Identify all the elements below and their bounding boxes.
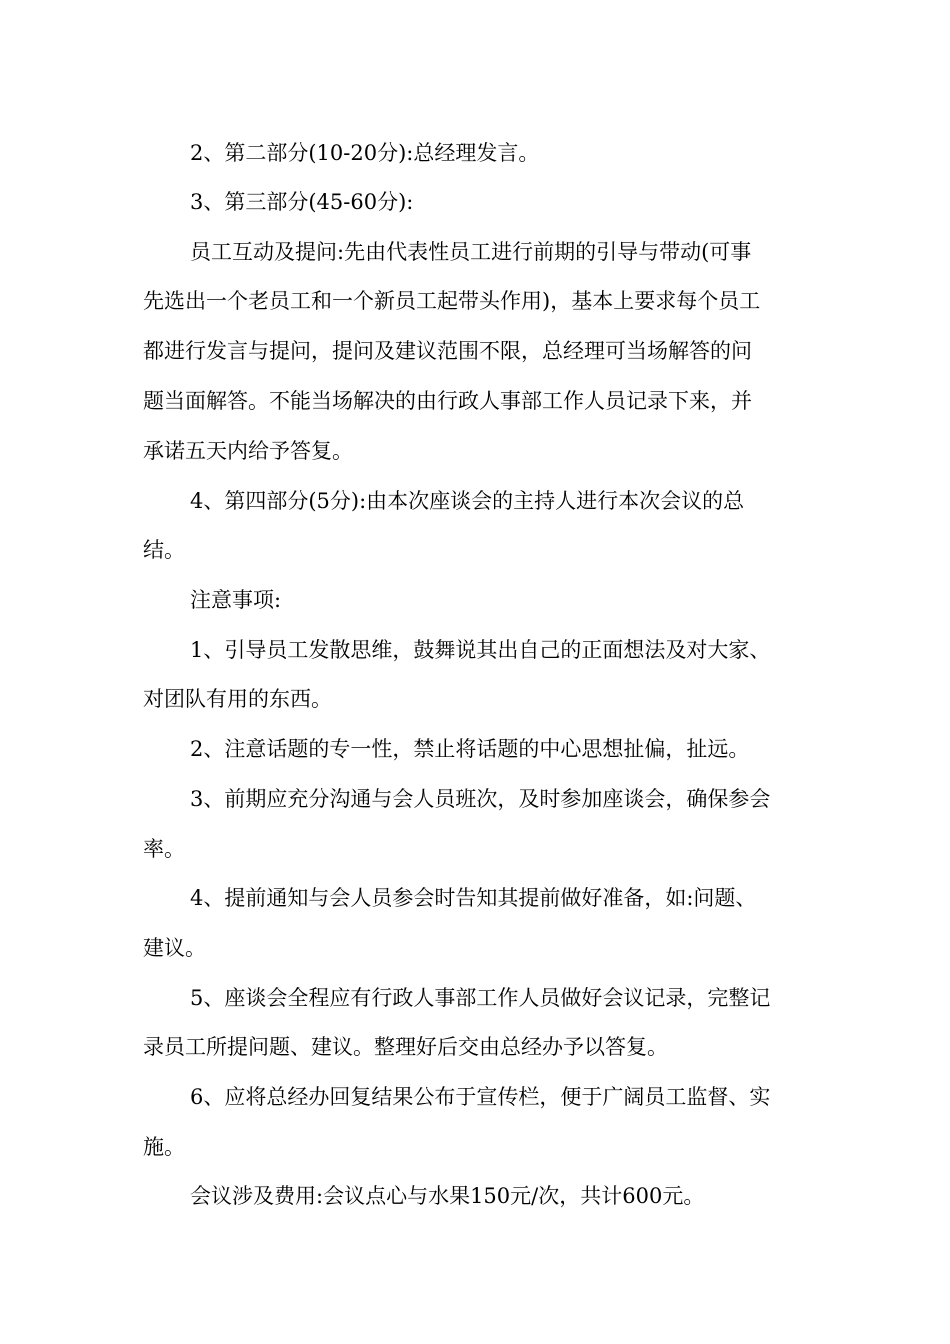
notes-heading: 注意事项:	[190, 588, 282, 612]
meeting-cost: 会议涉及费用:会议点心与水果150元/次，共计600元。	[190, 1184, 705, 1208]
agenda-part-4-line-1: 4、第四部分(5分):由本次座谈会的主持人进行本次会议的总	[190, 489, 745, 513]
agenda-part-2: 2、第二部分(10-20分):总经理发言。	[190, 141, 540, 165]
note-3-line-2: 率。	[143, 837, 185, 861]
note-6-line-2: 施。	[143, 1135, 185, 1159]
interaction-line-1: 员工互动及提问:先由代表性员工进行前期的引导与带动(可事	[190, 240, 752, 264]
note-5-line-1: 5、座谈会全程应有行政人事部工作人员做好会议记录，完整记	[190, 986, 771, 1010]
note-1-line-2: 对团队有用的东西。	[143, 687, 332, 711]
note-5-line-2: 录员工所提问题、建议。整理好后交由总经办予以答复。	[143, 1035, 668, 1059]
interaction-line-2: 先选出一个老员工和一个新员工起带头作用)，基本上要求每个员工	[143, 289, 761, 313]
note-3-line-1: 3、前期应充分沟通与会人员班次，及时参加座谈会，确保参会	[190, 787, 771, 811]
interaction-line-4: 题当面解答。不能当场解决的由行政人事部工作人员记录下来，并	[143, 389, 752, 413]
interaction-line-3: 都进行发言与提问，提问及建议范围不限，总经理可当场解答的问	[143, 339, 752, 363]
note-4-line-1: 4、提前通知与会人员参会时告知其提前做好准备，如:问题、	[190, 886, 757, 910]
note-4-line-2: 建议。	[143, 936, 206, 960]
agenda-part-4-line-2: 结。	[143, 538, 185, 562]
note-1-line-1: 1、引导员工发散思维，鼓舞说其出自己的正面想法及对大家、	[190, 638, 771, 662]
note-2: 2、注意话题的专一性，禁止将话题的中心思想扯偏，扯远。	[190, 737, 750, 761]
interaction-line-5: 承诺五天内给予答复。	[143, 439, 353, 463]
note-6-line-1: 6、应将总经办回复结果公布于宣传栏，便于广阔员工监督、实	[190, 1085, 771, 1109]
agenda-part-3: 3、第三部分(45-60分):	[190, 190, 414, 214]
